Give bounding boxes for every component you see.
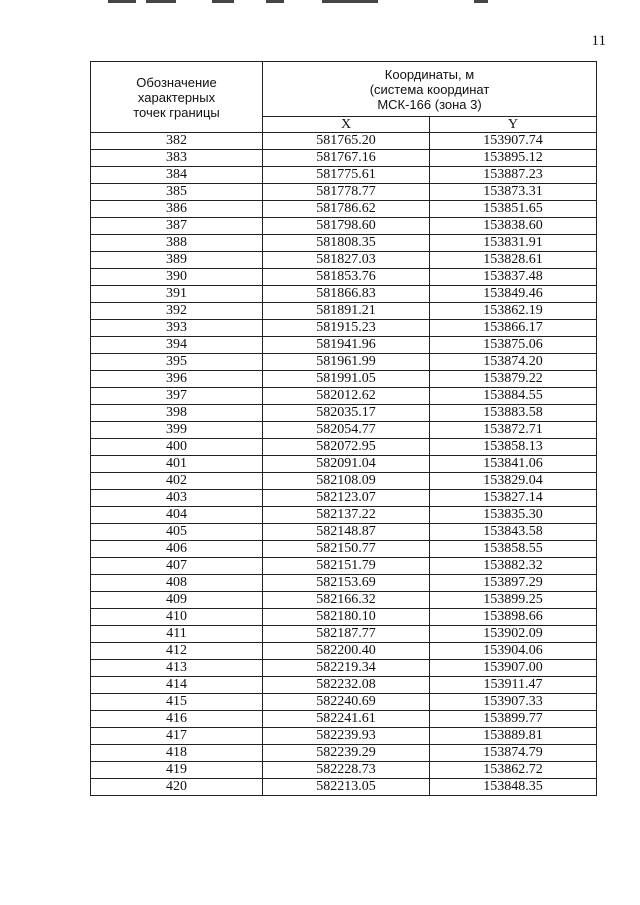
x-cell: 581808.35 [263,235,430,252]
y-cell: 153827.14 [430,490,597,507]
point-cell: 404 [91,507,263,524]
x-cell: 581853.76 [263,269,430,286]
coordinates-table [90,61,597,796]
x-cell: 581798.60 [263,218,430,235]
y-cell: 153849.46 [430,286,597,303]
header-x: X [263,117,430,133]
point-cell: 401 [91,456,263,473]
x-cell: 582239.29 [263,745,430,762]
point-cell: 385 [91,184,263,201]
point-cell: 405 [91,524,263,541]
x-cell: 581786.62 [263,201,430,218]
x-cell: 582153.69 [263,575,430,592]
table-row [91,677,597,694]
table-row [91,745,597,762]
table-row [91,201,597,218]
x-cell: 582137.22 [263,507,430,524]
x-cell: 581891.21 [263,303,430,320]
point-cell: 417 [91,728,263,745]
x-cell: 581778.77 [263,184,430,201]
table-row [91,133,597,150]
point-cell: 408 [91,575,263,592]
point-cell: 419 [91,762,263,779]
y-cell: 153898.66 [430,609,597,626]
y-cell: 153899.77 [430,711,597,728]
y-cell: 153899.25 [430,592,597,609]
table-header [91,62,597,133]
point-cell: 394 [91,337,263,354]
y-cell: 153902.09 [430,626,597,643]
y-cell: 153858.13 [430,439,597,456]
y-cell: 153907.74 [430,133,597,150]
y-cell: 153851.65 [430,201,597,218]
point-cell: 402 [91,473,263,490]
table-row [91,184,597,201]
x-cell: 582035.17 [263,405,430,422]
x-cell: 582072.95 [263,439,430,456]
y-cell: 153884.55 [430,388,597,405]
point-cell: 413 [91,660,263,677]
y-cell: 153874.20 [430,354,597,371]
x-cell: 581866.83 [263,286,430,303]
point-cell: 389 [91,252,263,269]
point-cell: 407 [91,558,263,575]
table-row [91,711,597,728]
y-cell: 153907.33 [430,694,597,711]
point-cell: 403 [91,490,263,507]
table-row [91,507,597,524]
table-row [91,269,597,286]
y-cell: 153829.04 [430,473,597,490]
point-cell: 411 [91,626,263,643]
x-cell: 582054.77 [263,422,430,439]
table-row [91,694,597,711]
x-cell: 581915.23 [263,320,430,337]
y-cell: 153838.60 [430,218,597,235]
y-cell: 153873.31 [430,184,597,201]
table-row [91,575,597,592]
y-cell: 153872.71 [430,422,597,439]
table-row [91,609,597,626]
table-row [91,524,597,541]
point-cell: 384 [91,167,263,184]
table-row [91,660,597,677]
table-row [91,473,597,490]
y-cell: 153897.29 [430,575,597,592]
table-row [91,354,597,371]
table-row [91,235,597,252]
x-cell: 581765.20 [263,133,430,150]
point-cell: 382 [91,133,263,150]
point-cell: 409 [91,592,263,609]
table-row [91,337,597,354]
x-cell: 582200.40 [263,643,430,660]
table-row [91,252,597,269]
x-cell: 582150.77 [263,541,430,558]
table-row [91,286,597,303]
x-cell: 582091.04 [263,456,430,473]
x-cell: 581775.61 [263,167,430,184]
y-cell: 153895.12 [430,150,597,167]
x-cell: 582108.09 [263,473,430,490]
y-cell: 153848.35 [430,779,597,796]
x-cell: 582240.69 [263,694,430,711]
table-row [91,456,597,473]
x-cell: 582148.87 [263,524,430,541]
y-cell: 153883.58 [430,405,597,422]
point-cell: 412 [91,643,263,660]
x-cell: 581961.99 [263,354,430,371]
table-row [91,762,597,779]
y-cell: 153911.47 [430,677,597,694]
header-y: Y [430,117,597,133]
x-cell: 581941.96 [263,337,430,354]
x-cell: 582213.05 [263,779,430,796]
x-cell: 582239.93 [263,728,430,745]
scan-artifact-marks [0,0,640,8]
table-row [91,643,597,660]
x-cell: 582180.10 [263,609,430,626]
point-cell: 391 [91,286,263,303]
table-row [91,371,597,388]
y-cell: 153875.06 [430,337,597,354]
table-row [91,320,597,337]
point-cell: 395 [91,354,263,371]
x-cell: 582187.77 [263,626,430,643]
header-point-designation: Обозначение характерных точек границы [91,62,263,133]
table-row [91,388,597,405]
y-cell: 153858.55 [430,541,597,558]
x-cell: 582228.73 [263,762,430,779]
point-cell: 400 [91,439,263,456]
table-row [91,439,597,456]
y-cell: 153907.00 [430,660,597,677]
y-cell: 153835.30 [430,507,597,524]
table-row [91,558,597,575]
point-cell: 399 [91,422,263,439]
point-cell: 398 [91,405,263,422]
table-row [91,303,597,320]
x-cell: 581767.16 [263,150,430,167]
point-cell: 392 [91,303,263,320]
x-cell: 581991.05 [263,371,430,388]
y-cell: 153904.06 [430,643,597,660]
point-cell: 396 [91,371,263,388]
header-coordinates: Координаты, м (система координат МСК-166 (зона 3) [263,62,597,117]
point-cell: 406 [91,541,263,558]
y-cell: 153887.23 [430,167,597,184]
point-cell: 393 [91,320,263,337]
point-cell: 387 [91,218,263,235]
x-cell: 582241.61 [263,711,430,728]
table-row [91,490,597,507]
point-cell: 416 [91,711,263,728]
point-cell: 397 [91,388,263,405]
y-cell: 153841.06 [430,456,597,473]
y-cell: 153874.79 [430,745,597,762]
table-body [91,133,597,796]
y-cell: 153837.48 [430,269,597,286]
y-cell: 153828.61 [430,252,597,269]
point-cell: 390 [91,269,263,286]
x-cell: 582012.62 [263,388,430,405]
y-cell: 153882.32 [430,558,597,575]
y-cell: 153862.19 [430,303,597,320]
y-cell: 153862.72 [430,762,597,779]
table-row [91,405,597,422]
y-cell: 153879.22 [430,371,597,388]
point-cell: 420 [91,779,263,796]
table-row [91,592,597,609]
table-row [91,728,597,745]
point-cell: 410 [91,609,263,626]
table-row [91,626,597,643]
y-cell: 153843.58 [430,524,597,541]
point-cell: 386 [91,201,263,218]
point-cell: 388 [91,235,263,252]
y-cell: 153831.91 [430,235,597,252]
x-cell: 582123.07 [263,490,430,507]
y-cell: 153889.81 [430,728,597,745]
point-cell: 418 [91,745,263,762]
table-row [91,779,597,796]
x-cell: 582219.34 [263,660,430,677]
point-cell: 383 [91,150,263,167]
table-row [91,167,597,184]
y-cell: 153866.17 [430,320,597,337]
table-row [91,218,597,235]
table-row [91,422,597,439]
x-cell: 582232.08 [263,677,430,694]
point-cell: 415 [91,694,263,711]
point-cell: 414 [91,677,263,694]
table-row [91,541,597,558]
table-row [91,150,597,167]
x-cell: 582151.79 [263,558,430,575]
page-number: 11 [591,33,606,49]
x-cell: 581827.03 [263,252,430,269]
x-cell: 582166.32 [263,592,430,609]
